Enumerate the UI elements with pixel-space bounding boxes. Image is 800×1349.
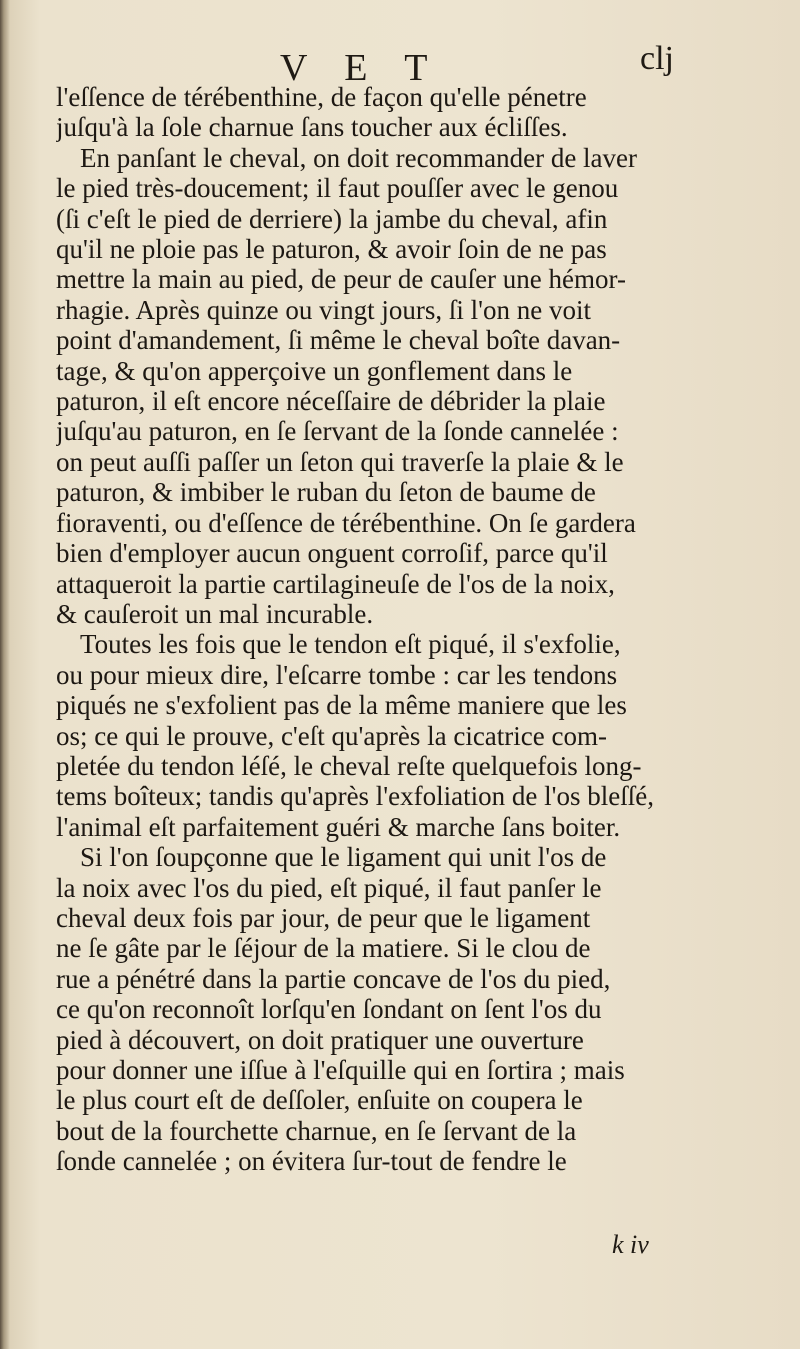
text-line: on peut auſſi paſſer un ſeton qui traverſe la plaie & le [56,446,624,477]
text-line: bien d'employer aucun onguent corroſif, parce qu'il [56,538,608,569]
text-line: fioraventi, ou d'eſſence de térébenthine. On ſe gardera [56,507,636,538]
text-line: le pied très-doucement; il faut pouſſer avec le genou [56,173,619,204]
running-head: V E T [280,47,442,89]
folio-number: clj [640,40,674,77]
text-line: pour donner une iſſue à l'eſquille qui en ſortira ; mais [56,1055,625,1085]
text-line: Si l'on ſoupçonne que le ligament qui unit l'os de [80,842,607,873]
text-line: ou pour mieux dire, l'eſcarre tombe : car les tendons [56,659,618,690]
text-line: l'animal eſt parfaitement guéri & marche ſans boiter. [56,811,621,842]
text-line: l'eſſence de térébenthine, de façon qu'elle pénetre [56,82,587,112]
body-text [56,82,706,1177]
text-line: rhagie. Après quinze ou vingt jours, ſi l'on ne voit [56,294,592,325]
text-line: rue a pénétré dans la partie concave de l'os du pied, [56,963,611,994]
text-line: paturon, & imbiber le ruban du ſeton de baume de [56,477,596,508]
text-line: pied à découvert, on doit pratiquer une ouverture [56,1024,584,1055]
text-line: juſqu'au paturon, en ſe ſervant de la ſonde cannelée : [56,416,619,447]
text-line: os; ce qui le prouve, c'eſt qu'après la cicatrice com- [56,720,607,751]
text-line: bout de la fourchette charnue, en ſe ſervant de la [56,1115,577,1146]
text-line: En panſant le cheval, on doit recommander de laver [80,142,638,173]
text-line: pletée du tendon léſé, le cheval reſte quelquefois long- [56,750,642,781]
text-line: la noix avec l'os du pied, eſt piqué, il faut panſer le [56,872,602,903]
text-line: ce qu'on reconnoît lorſqu'en ſondant on ſent l'os du [56,994,602,1025]
text-line: qu'il ne ploie pas le paturon, & avoir ſoin de ne pas [56,234,607,265]
text-line: cheval deux fois par jour, de peur que le ligament [56,902,591,933]
text-line: piqués ne s'exfolient pas de la même maniere que les [56,690,627,721]
text-line: mettre la main au pied, de peur de cauſer une hémor- [56,264,626,295]
page-header [0,38,800,88]
text-line: paturon, il eſt encore néceſſaire de débrider la plaie [56,386,606,417]
text-line: attaqueroit la partie cartilagineuſe de l'os de la noix, [56,568,615,599]
text-line: le plus court eſt de deſſoler, enſuite on coupera le [56,1085,583,1116]
text-line: & cauſeroit un mal incurable. [56,598,374,629]
spine-shadow [0,0,10,1349]
text-line: point d'amandement, ſi même le cheval boîte davan- [56,325,621,356]
text-line: tems boîteux; tandis qu'après l'exfoliation de l'os bleſſé, [56,781,654,812]
text-line: (ſi c'eſt le pied de derriere) la jambe du cheval, afin [56,203,608,234]
text-line: juſqu'à la ſole charnue ſans toucher aux écliſſes. [56,112,568,143]
text-line: tage, & qu'on apperçoive un gonflement dans le [56,355,573,386]
catchword: k iv [612,1230,649,1259]
text-line: ne ſe gâte par le ſéjour de la matiere. Si le clou de [56,933,591,964]
text-line: Toutes les fois que le tendon eſt piqué, il s'exfolie, [80,629,621,660]
text-line: ſonde cannelée ; on évitera ſur-tout de fendre le [56,1146,567,1177]
